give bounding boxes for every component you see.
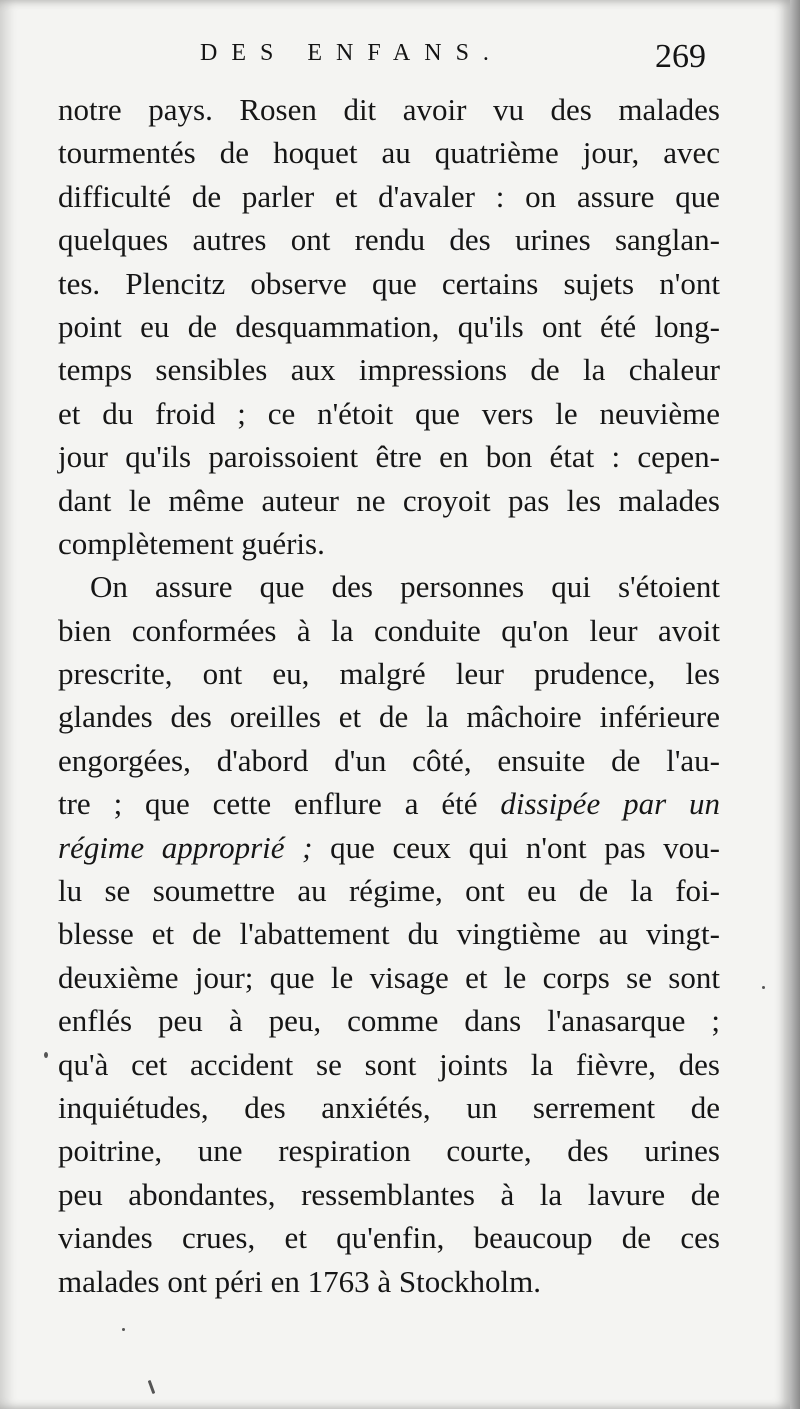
text-line: lu se soumettre au régime, ont eu de la foi- — [58, 873, 720, 909]
text-line: poitrine, une respiration courte, des urines — [58, 1133, 720, 1169]
italic-run: dissipée par un — [500, 786, 721, 822]
text-line: inquiétudes, des anxiétés, un serrement de — [58, 1089, 720, 1125]
text-line: dant le même auteur ne croyoit pas les malades — [58, 482, 720, 518]
text-line: jour qu'ils paroissoient être en bon état : cepen- — [58, 439, 720, 475]
text-line-mixed — [58, 826, 720, 869]
text-line: viandes crues, et qu'enfin, beaucoup de ces — [58, 1220, 720, 1256]
text-line: quelques autres ont rendu des urines sanglan- — [58, 222, 720, 258]
text-line: difficulté de parler et d'avaler : on assure que — [58, 178, 720, 214]
ink-speck — [762, 986, 765, 989]
page-header — [0, 38, 790, 88]
text-line: tourmentés de hoquet au quatrième jour, avec — [58, 135, 720, 171]
text-line: prescrite, ont eu, malgré leur prudence, les — [58, 656, 720, 692]
ink-speck — [122, 1328, 125, 1331]
text-line: engorgées, d'abord d'un côté, ensuite de l'au- — [58, 742, 720, 778]
text-line: qu'à cet accident se sont joints la fièvre, des — [58, 1046, 720, 1082]
text-line: malades ont péri en 1763 à Stockholm. — [58, 1263, 541, 1299]
text-line: On assure que des personnes qui s'étoient — [90, 569, 720, 605]
text-line: glandes des oreilles et de la mâchoire inférieure — [58, 699, 720, 735]
text-line-mixed — [58, 782, 720, 825]
text-line: deuxième jour; que le visage et le corps se sont — [58, 959, 720, 995]
text-line: point eu de desquammation, qu'ils ont été long- — [58, 308, 720, 344]
text-line: temps sensibles aux impressions de la chaleur — [58, 352, 720, 388]
page-edge-shadow — [790, 0, 800, 1409]
text-line: notre pays. Rosen dit avoir vu des malades — [58, 92, 720, 127]
ink-speck — [44, 1052, 48, 1058]
page-number: 269 — [655, 38, 706, 75]
ink-speck — [148, 1380, 156, 1394]
paragraph-2 — [58, 565, 720, 1303]
paragraph-1 — [58, 88, 720, 565]
text-run: tre ; que cette enflure a été — [58, 786, 478, 822]
text-line: bien conformées à la conduite qu'on leur avoit — [58, 612, 720, 648]
text-line: et du froid ; ce n'étoit que vers le neuvième — [58, 395, 720, 431]
body-text — [58, 88, 720, 1303]
text-line: peu abondantes, ressemblantes à la lavure de — [58, 1176, 720, 1212]
italic-run: régime approprié ; — [58, 829, 313, 865]
running-head: DES ENFANS. — [200, 40, 503, 66]
text-line: complètement guéris. — [58, 525, 325, 561]
text-line: tes. Plencitz observe que certains sujets n'ont — [58, 265, 720, 301]
text-run: que ceux qui n'ont pas vou- — [330, 829, 720, 865]
text-line: blesse et de l'abattement du vingtième au vingt- — [58, 916, 720, 952]
text-line: enflés peu à peu, comme dans l'anasarque ; — [58, 1003, 720, 1039]
